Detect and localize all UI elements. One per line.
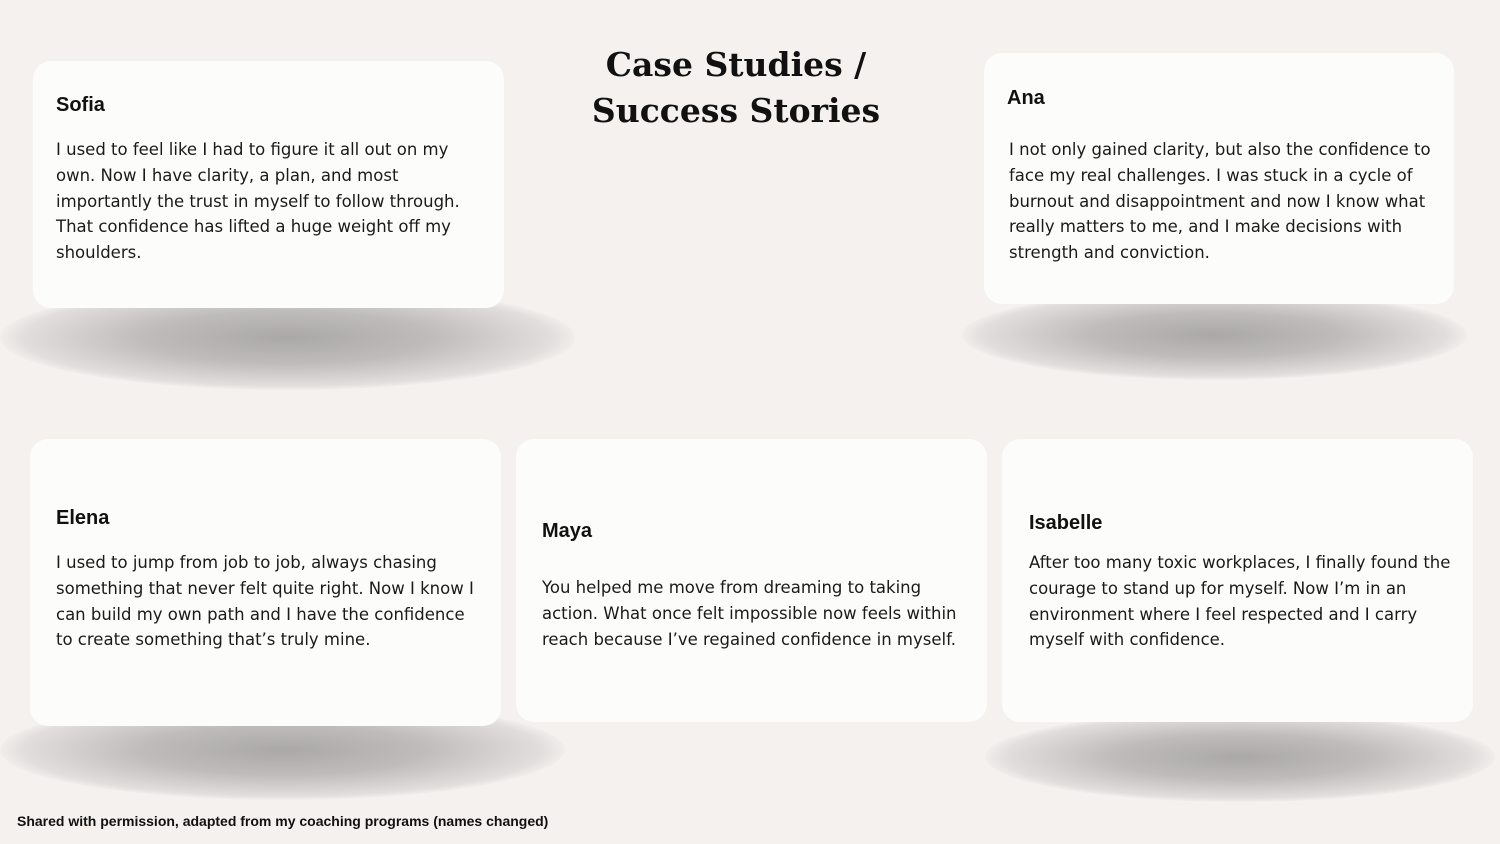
testimonial-name: Isabelle [1029,512,1103,534]
testimonial-card-isabelle [1002,439,1473,722]
testimonial-quote: I not only gained clarity, but also the confidence to face my real challenges. I was stuck in a cycle of burnout and disappointment and now I know what really matters to me, and I make decisions with strength and conviction. [1009,140,1431,263]
page-title: Case Studies / Success Stories [591,45,881,130]
testimonial-quote: I used to jump from job to job, always chasing something that never felt quite right. Now I know I can build my own path and I have the confidence to create something that’s truly mine. [56,553,474,650]
testimonial-card-elena [30,439,501,726]
testimonial-quote: I used to feel like I had to figure it all out on my own. Now I have clarity, a plan, and most importantly the trust in myself to follow through. That confidence has lifted a huge weight off my shoulders. [56,140,460,263]
testimonial-name: Sofia [56,94,105,116]
testimonial-name: Ana [1007,87,1045,109]
testimonial-card-ana [984,53,1454,304]
permission-footnote: Shared with permission, adapted from my coaching programs (names changed) [17,813,549,829]
testimonial-card-sofia [33,61,504,308]
testimonial-quote: You helped me move from dreaming to taking action. What once felt impossible now feels within reach because I’ve regained confidence in myself. [542,578,957,649]
testimonial-name: Elena [56,507,110,529]
testimonial-quote: After too many toxic workplaces, I finally found the courage to stand up for myself. Now I’m in an environment where I feel respected and I carry myself with confidence. [1029,553,1451,650]
testimonial-name: Maya [542,520,593,542]
testimonial-card-maya [516,439,987,722]
card-shadow-isabelle [985,712,1495,802]
